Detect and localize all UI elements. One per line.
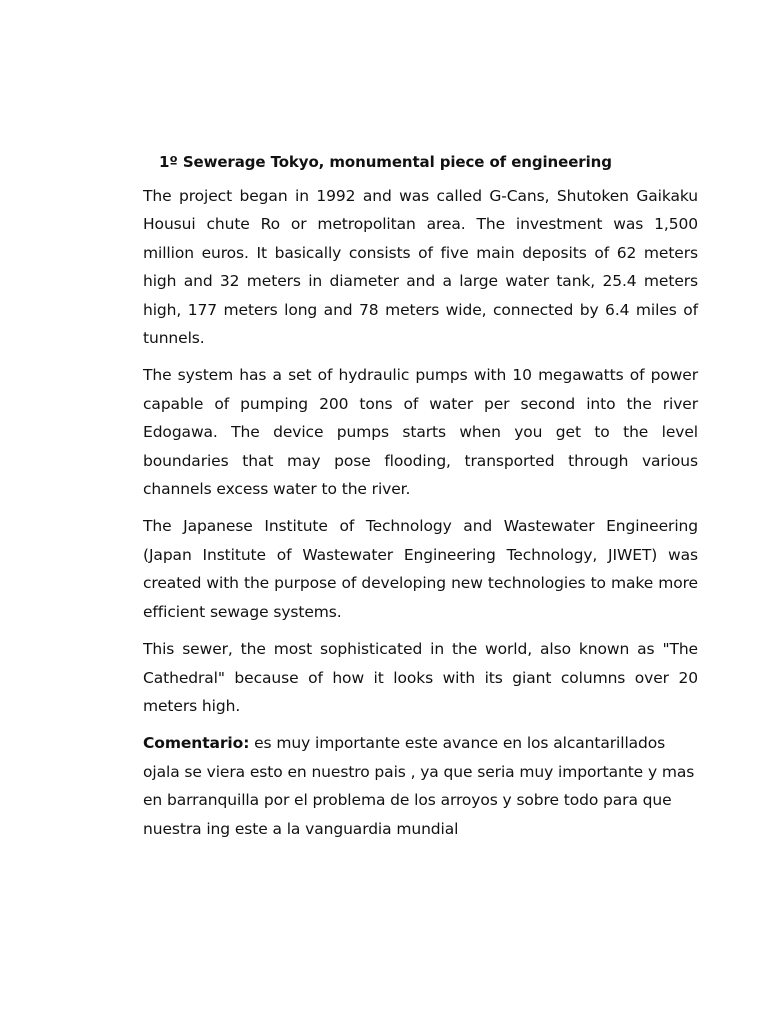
document-body xyxy=(143,150,698,852)
paragraph-comment xyxy=(143,729,698,843)
paragraph-cathedral: This sewer, the most sophisticated in the world, also known as "The Cathedral" because of how it looks with its giant columns over 20 meters high. xyxy=(143,640,698,715)
comment-label: Comentario: xyxy=(143,734,250,753)
paragraph-institute: The Japanese Institute of Technology and Wastewater Engineering (Japan Institute of Wastewater Engineering Technology, JIWET) was created with the purpose of developing new technologies to make more efficient sewage systems. xyxy=(143,517,698,621)
paragraph-pumps: The system has a set of hydraulic pumps with 10 megawatts of power capable of pumping 200 tons of water per second into the river Edogawa. The device pumps starts when you get to the level boundaries that may pose flooding, transported through various channels excess water to the river. xyxy=(143,366,698,499)
document-heading: 1º Sewerage Tokyo, monumental piece of engineering xyxy=(159,153,612,171)
paragraph-project: The project began in 1992 and was called G-Cans, Shutoken Gaikaku Housui chute Ro or metropolitan area. The investment was 1,500 million euros. It basically consists of five main deposits of 62 meters high and 32 meters in diameter and a large water tank, 25.4 meters high, 177 meters long and 78 meters wide, connected by 6.4 miles of tunnels. xyxy=(143,187,698,348)
comment-text: es muy importante este avance en los alcantarillados ojala se viera esto en nuestro pais , ya que seria muy importante y mas en barranquilla por el problema de los arroyos y sobre todo para que nuestra ing este a la vanguardia mundial xyxy=(143,734,695,838)
